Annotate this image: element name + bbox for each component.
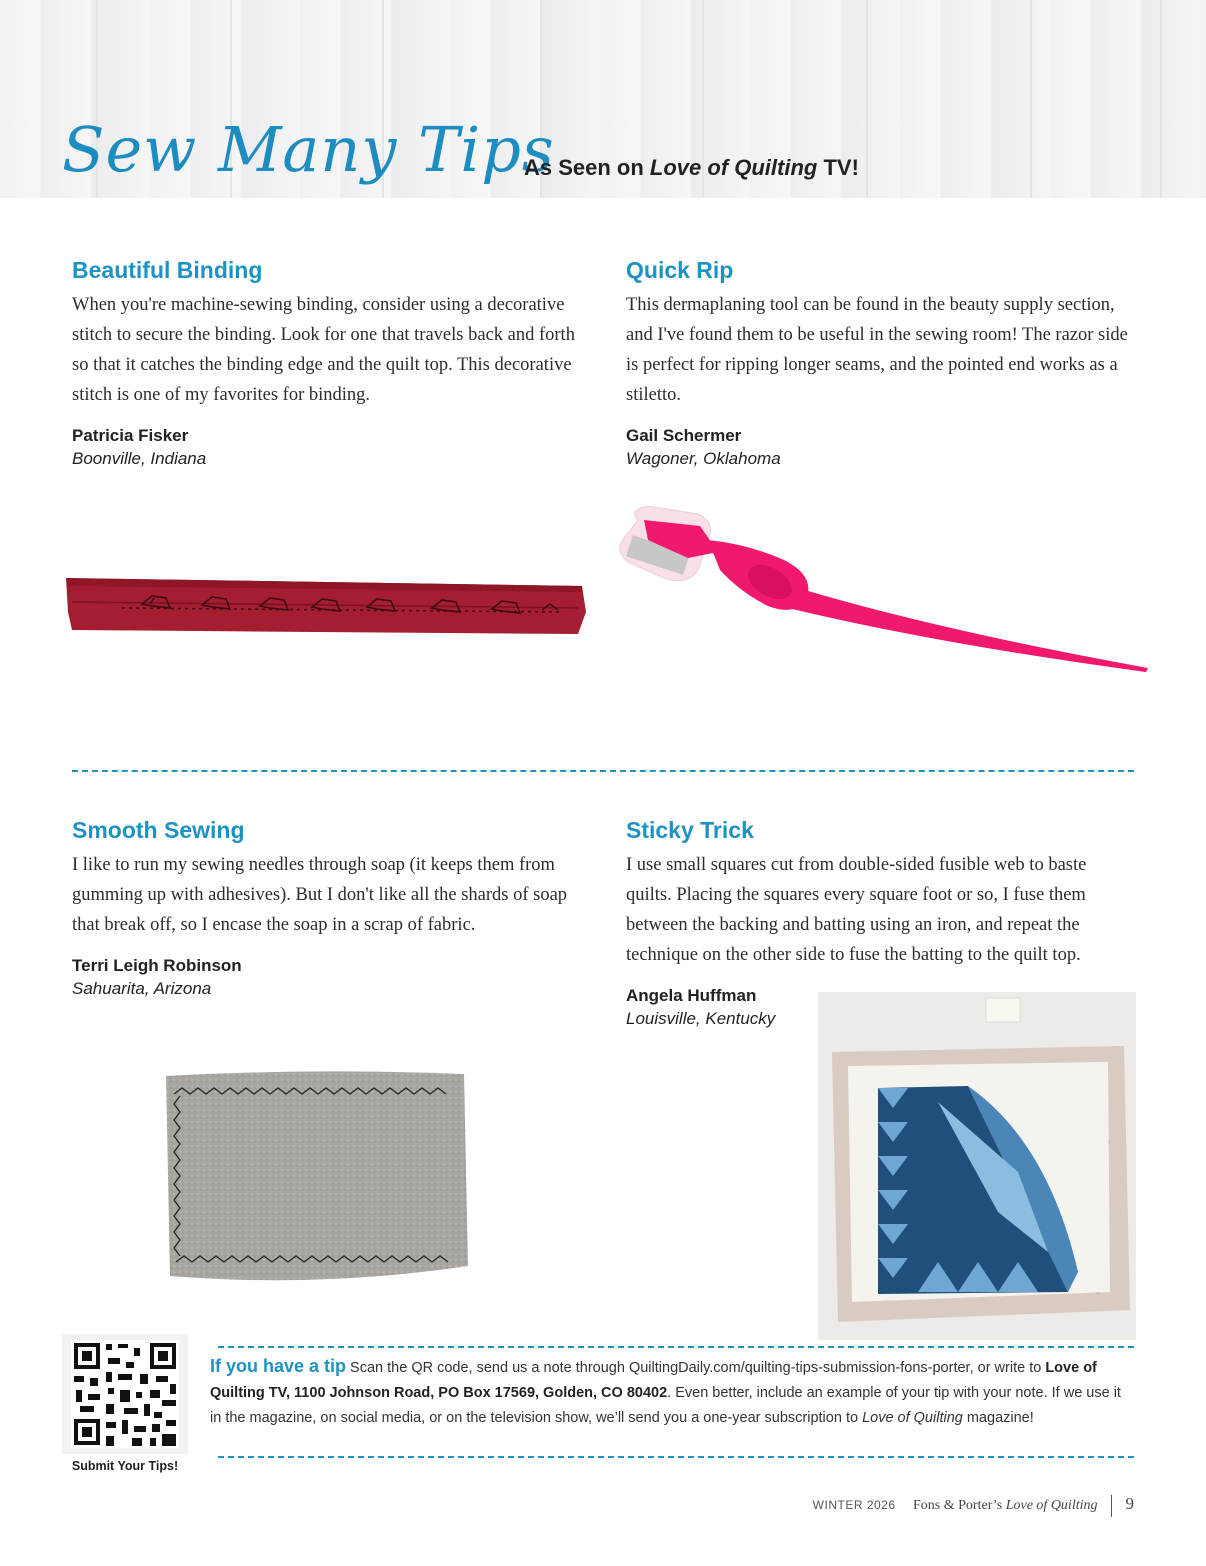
section-divider <box>72 770 1134 772</box>
tipbox-lead: If you have a tip <box>210 1356 347 1376</box>
submit-tip-box: If you have a tip Scan the QR code, send us a note through QuiltingDaily.com/quilting-tips-submission-fons-porter, or write to Love of Quilting TV, 1100 Johnson Road, PO Box 17569, Golden, CO 80402. Even better, include an example of your tip with your note. If we use it in the magazine, on social media, or on the television show, we’ll send you a one-year subscription to Love of Quilting magazine! <box>210 1356 1121 1426</box>
tip-title: Smooth Sewing <box>72 817 245 843</box>
tip-place: Boonville, Indiana <box>72 449 207 468</box>
tip-body: I like to run my sewing needles through soap (it keeps them from gumming up with adhesives). But I don't like all the shards of soap that break off, so I encase the soap in a scrap of fabric. <box>72 855 568 935</box>
page-subtitle: As Seen on Love of Quilting TV! <box>524 155 859 180</box>
tip-beautiful-binding <box>72 256 587 471</box>
issue-season: WINTER 2026 <box>812 1498 896 1512</box>
tip-smooth-sewing <box>72 816 587 1001</box>
tip-author: Patricia Fisker <box>72 426 189 445</box>
qr-code[interactable] <box>62 1334 188 1454</box>
tip-quick-rip <box>626 256 1136 471</box>
tip-body: When you're machine-sewing binding, consider using a decorative stitch to secure the binding. Look for one that travels back and forth so that it catches the binding edge and the quilt top. This decorative stitch is one of my favorites for binding. <box>72 295 575 405</box>
seam-ripper-photo <box>608 500 1153 672</box>
tip-body: I use small squares cut from double-sided fusible web to baste quilts. Placing the squares every square foot or so, I fuse them between the backing and batting using an iron, and repeat the technique on the other side to fuse the batting to the quilt top. <box>626 855 1087 965</box>
tipbox-top-line <box>218 1346 1134 1348</box>
page-title-text: Sew Many Tips <box>62 113 555 186</box>
page-number: 9 <box>1125 1494 1134 1513</box>
mailing-address: Love of Quilting TV, 1100 Johnson Road, PO Box 17569, Golden, CO 80402 <box>210 1360 1097 1401</box>
tipbox-bottom-line <box>218 1456 1134 1458</box>
publication-name: Fons & Porter’s Love of Quilting <box>913 1498 1098 1513</box>
qr-code-icon <box>62 1334 188 1454</box>
page-footer <box>813 1494 1134 1517</box>
page-title <box>62 105 555 225</box>
qr-label: Submit Your Tips! <box>71 1459 179 1473</box>
tip-author: Terri Leigh Robinson <box>72 956 242 975</box>
tip-place: Wagoner, Oklahoma <box>626 449 781 468</box>
binding-photo <box>62 572 590 640</box>
tip-author: Angela Huffman <box>626 986 757 1005</box>
tip-author: Gail Schermer <box>626 426 742 445</box>
tip-place: Sahuarita, Arizona <box>72 979 212 998</box>
tip-title: Quick Rip <box>626 257 734 283</box>
tip-body: This dermaplaning tool can be found in the beauty supply section, and I've found them to be useful in the sewing room! The razor side is perfect for ripping longer seams, and the pointed end works as a stiletto. <box>626 295 1128 405</box>
soap-pouch-photo <box>160 1066 472 1290</box>
quilt-block-photo <box>818 992 1136 1340</box>
tip-title: Sticky Trick <box>626 817 754 843</box>
footer-separator <box>1111 1495 1112 1517</box>
tip-title: Beautiful Binding <box>72 257 263 283</box>
tip-place: Louisville, Kentucky <box>626 1009 776 1028</box>
